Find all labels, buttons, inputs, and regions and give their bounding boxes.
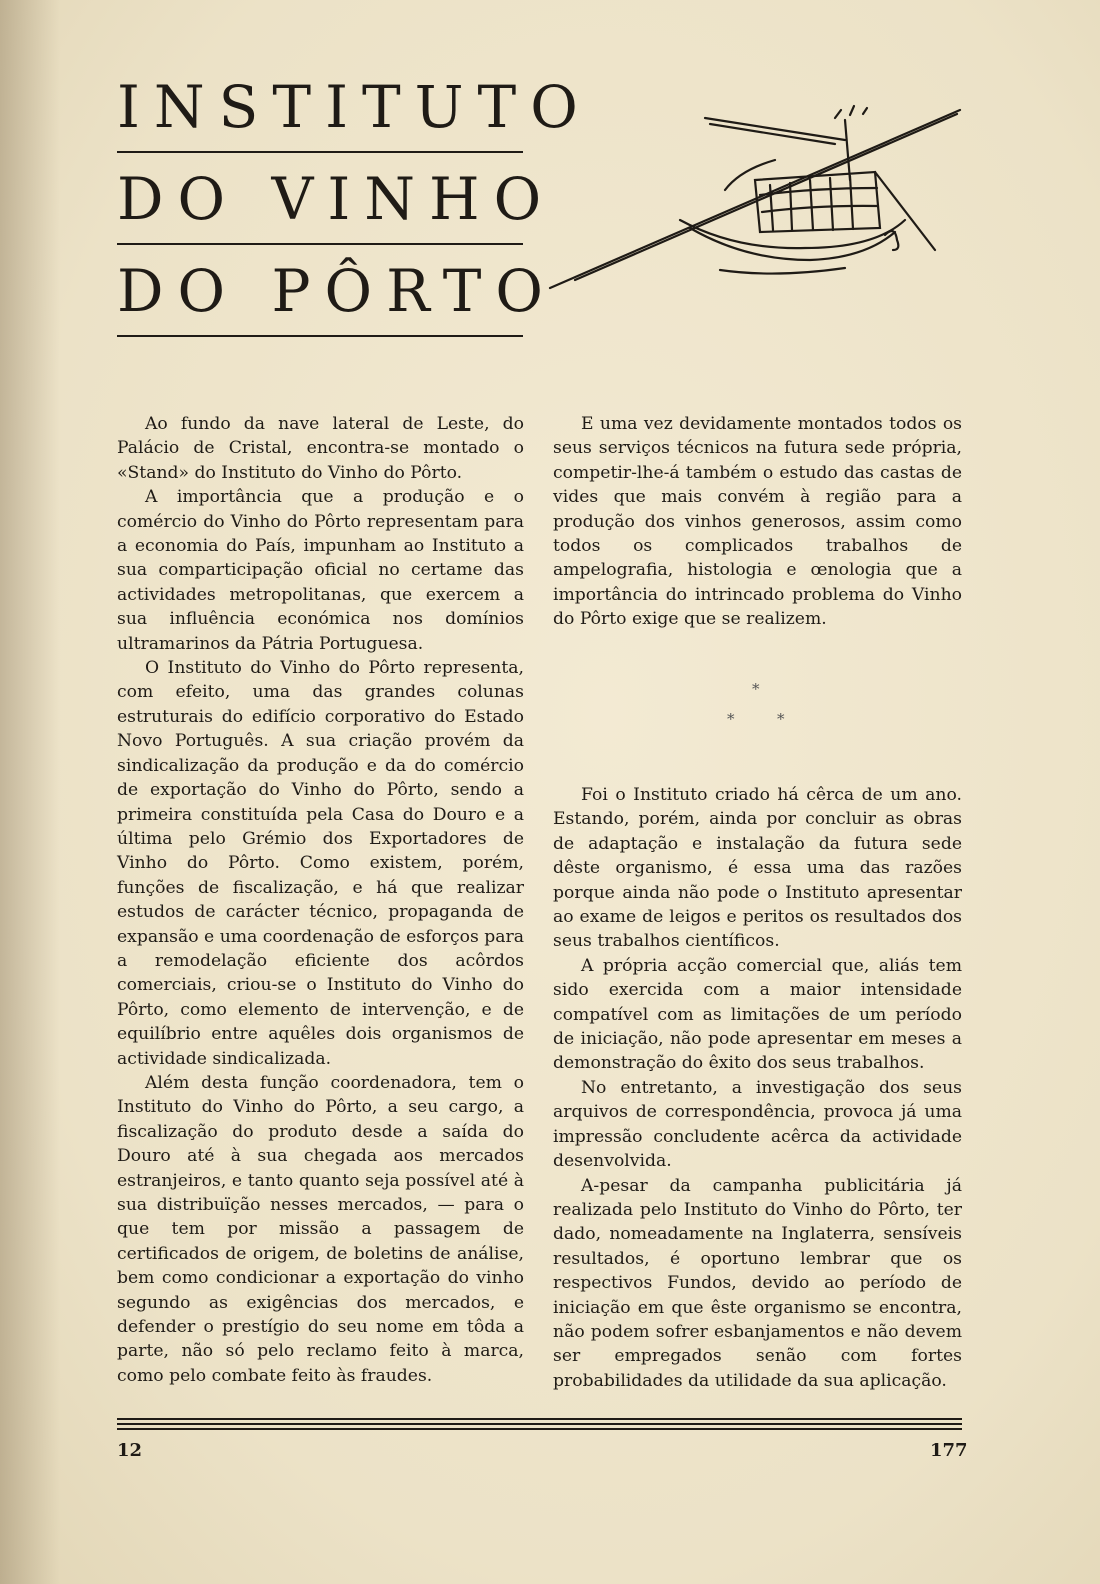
page-number: 177 <box>930 1440 968 1461</box>
left-column <box>117 412 524 1388</box>
asterisk: * <box>752 680 760 698</box>
title-line-2: DO VINHO <box>117 165 556 233</box>
title-divider <box>117 335 523 337</box>
paragraph: A-pesar da campanha publicitária já realizada pelo Instituto do Vinho do Pôrto, ter dado, nomeadamente na Inglaterra, sensíveis resultados, é oportuno lembrar que os respectivos Fundos, devido ao período de iniciação em que êste organismo se encontra, não podem sofrer esbanjamentos e não devem ser empregados senão com fortes probabilidades da utilidade da sua aplicação. <box>553 1175 962 1391</box>
right-column-top <box>553 412 962 632</box>
paragraph: Foi o Instituto criado há cêrca de um ano. Estando, porém, ainda por concluir as obras de adaptação e instalação da futura sede dêste organismo, é essa uma das razões porque ainda não pode o Instituto apresentar ao exame de leigos e peritos os resultados dos seus trabalhos científicos. <box>553 785 962 952</box>
paragraph: O Instituto do Vinho do Pôrto representa, com efeito, uma das grandes colunas estruturais do edifício corporativo do Estado Novo Português. A sua criação provém da sindicalização da produção e da do comércio de exportação do Vinho do Pôrto, sendo a primeira constituída pela Casa do Douro e a última pelo Grémio dos Exportadores de Vinho do Pôrto. Como existem, porém, funções de fiscalização, e há que realizar estudos de carácter técnico, propaganda de expansão e uma coordenação de esforços para a remodelação eficiente dos acôrdos comerciais, criou-se o Instituto do Vinho do Pôrto, como elemento de intervenção, e de equilíbrio entre aquêles dois organismos de actividade sindicalizada. <box>117 658 525 1069</box>
paragraph: E uma vez devidamente montados todos os seus serviços técnicos na futura sede própria, competir-lhe-á também o estudo das castas de vides que mais convém à região para a produção dos vinhos generosos, assim como todos os complicados trabalhos de ampelografia, histologia e œnologia que a importância do intrincado problema do Vinho do Pôrto exige que se realizem. <box>553 414 962 630</box>
paragraph: Ao fundo da nave lateral de Leste, do Palácio de Cristal, encontra-se montado o «Stand» do Instituto do Vinho do Pôrto. <box>117 414 524 483</box>
paragraph: No entretanto, a investigação dos seus arquivos de correspondência, provoca já uma impressão concludente acêrca da actividade desenvolvida. <box>553 1077 962 1172</box>
asterisk: * <box>727 710 735 728</box>
title-divider <box>117 151 523 153</box>
article-title <box>117 73 592 337</box>
right-column-bottom <box>553 783 962 1393</box>
footer-rule <box>117 1418 962 1420</box>
asterisk: * <box>777 710 785 728</box>
footer-left-number: 12 <box>117 1440 143 1461</box>
paragraph: Além desta função coordenadora, tem o Instituto do Vinho do Pôrto, a seu cargo, a fiscalização do produto desde a saída do Douro até à sua chegada aos mercados estranjeiros, e tanto quanto seja possível até à sua distribuïção nesses mercados, — para o que tem por missão a passagem de certificados de origem, de boletins de análise, bem como condicionar a exportação do vinho segundo as exigências dos mercados, e defender o prestígio do seu nome em tôda a parte, não só pelo reclamo feito à marca, como pelo combate feito às fraudes. <box>117 1072 524 1386</box>
paragraph: A própria acção comercial que, aliás tem sido exercida com a maior intensidade compatível com as limitações de um período de iniciação, não pode apresentar em meses a demonstração do êxito dos seus trabalhos. <box>553 955 962 1074</box>
title-line-1: INSTITUTO <box>117 73 592 141</box>
rabelo-boat-sketch-icon <box>545 100 965 300</box>
binding-shadow <box>0 0 60 1584</box>
paragraph: A importância que a produção e o comércio do Vinho do Pôrto representam para a economia do País, impunham ao Instituto a sua comparticipação oficial no certame das actividades metropolitanas, que exercem a sua influência económica nos domínios ultramarinos da Pátria Portuguesa. <box>117 487 524 654</box>
section-asterism <box>700 680 820 740</box>
footer-rule <box>117 1428 962 1430</box>
title-divider <box>117 243 523 245</box>
footer-rule <box>117 1423 962 1425</box>
title-line-3: DO PÔRTO <box>117 257 557 325</box>
